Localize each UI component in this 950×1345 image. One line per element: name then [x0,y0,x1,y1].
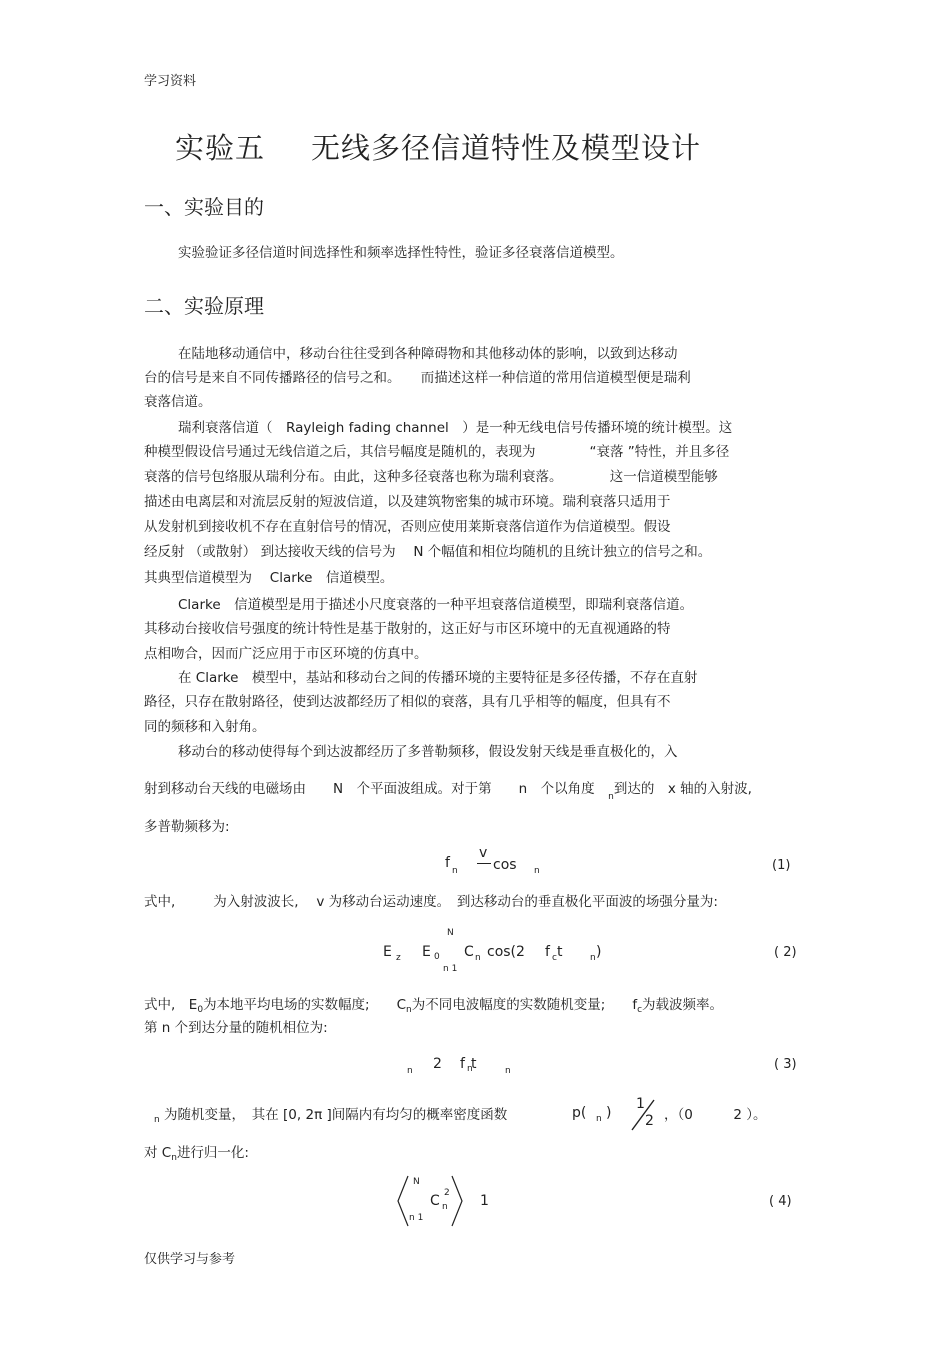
para-line: 在陆地移动通信中，移动台往往受到各种障碍物和其他移动体的影响，以致到达移动 [178,346,678,362]
para-line: 同的频移和入射角。 [144,719,266,735]
eq3b-one: 1 [636,1096,645,1112]
eq2-sub-c: c [552,953,557,963]
eq1-f: f [445,855,450,871]
para-line [144,1141,249,1167]
para-line: 从发射机到接收机不存在直射信号的情况，否则应使用莱斯衰落信道作为信道模型。假设 [144,519,671,535]
eq1-v: v [479,845,488,861]
eq2-fc: f [545,944,550,960]
para-line: 种模型假设信号通过无线信道之后，其信号幅度是随机的，表现为 “衰落 ”特性，并且多径 [144,444,730,460]
eq3-sub-n: n [407,1066,413,1076]
after-eq2-a: 式中, E [144,997,198,1013]
after-eq3-line2-a: 对 C [144,1145,172,1161]
eq2-sub-n2: n [590,953,596,963]
line-a-pre: 射到移动台天线的电磁场由 N 个平面波组成。对于第 n 个以角度 [144,781,609,797]
after-eq3-b: ，（0 2 ）。 [664,1107,767,1123]
sub-n: n [171,1153,177,1163]
eq1-sub-n: n [452,866,458,876]
eq4-sup-2: 2 [444,1188,450,1198]
sub-n: n [406,1005,412,1015]
section2-heading: 二、实验原理 [144,294,264,318]
after-eq1-a: 式中, [144,894,176,910]
eq3b-close: ) [606,1105,612,1121]
para-line: 在 Clarke 模型中，基站和移动台之间的传播环境的主要特征是多径传播，不存在直射 [178,670,698,686]
para-line: 描述由电离层和对流层反射的短波信道，以及建筑物密集的城市环境。瑞利衰落只适用于 [144,494,671,510]
para-line: 移动台的移动使得每个到达波都经历了多普勒频移，假设发射天线是垂直极化的，入 [178,744,678,760]
para-line: 点相吻合，因而广泛应用于市区环境的仿真中。 [144,646,428,662]
after-eq2-d: 为载波频率。 [642,997,724,1013]
eq3-sub-n3: n [505,1066,511,1076]
eq2-E: E [383,944,392,960]
line-a-post: 到达的 x 轴的入射波, [613,781,752,797]
para-line: 路径，只存在散射路径，使到达波都经历了相似的衰落，具有几乎相等的幅度，但具有不 [144,694,671,710]
para-line [144,777,752,803]
eq3b-sub-n: n [596,1114,602,1124]
eq3-sub-n2: n [467,1064,473,1074]
eq2-cos: cos(2 [487,944,525,960]
eq2-sub-n: n [475,953,481,963]
page-header: 学习资料 [144,74,197,89]
para-line: 衰落的信号包络服从瑞利分布。由此，这种多径衰落也称为瑞利衰落。 这一信道模型能够 [144,469,718,485]
sub-c: c [637,1005,643,1015]
eq3-two: 2 [433,1056,442,1072]
eq2-sub-0: 0 [434,952,440,962]
eq4-upper-N: N [413,1177,420,1187]
para-line [144,890,718,914]
eq1-number: (1) [772,858,791,873]
eq2-sub-z: z [396,953,401,963]
after-eq2-b: 为本地平均电场的实数幅度; C [203,997,407,1013]
eq3b-two: 2 [645,1113,654,1129]
para-line: 多普勒频移为: [144,819,230,835]
para-line: 衰落信道。 [144,394,212,410]
after-eq3-a: 为随机变量， 其在 [0, 2π ]间隔内有均匀的概率密度函数 [164,1107,508,1123]
after-eq1-b: 为入射波波长, v 为移动台运动速度。 到达移动台的垂直极化平面波的场强分量为: [213,894,718,910]
left-angle-bracket-icon [396,1175,410,1227]
title-part2: 无线多径信道特性及模型设计 [311,131,702,165]
para-line: Clarke 信道模型是用于描述小尺度衰落的一种平坦衰落信道模型，即瑞利衰落信道。 [178,597,694,613]
after-eq2-c: 为不同电波幅度的实数随机变量; f [411,997,638,1013]
eq2-number: ( 2) [774,945,797,960]
eq2-upper-N: N [447,928,454,938]
eq3b-p: p( [572,1105,587,1121]
page-footer: 仅供学习与参考 [144,1252,236,1267]
para-line: 其典型信道模型为 Clarke 信道模型。 [144,570,394,586]
title-part1: 实验五 [175,131,266,165]
para-line: 台的信号是来自不同传播路径的信号之和。 而描述这样一种信道的常用信道模型便是瑞利 [144,370,691,386]
eq4-lower-limit: n 1 [409,1213,424,1223]
document-title [175,126,701,167]
eq4-one: 1 [480,1193,489,1209]
sub-0: 0 [197,1005,204,1015]
para-line: 经反射 （或散射） 到达接收天线的信号为 N 个幅值和相位均随机的且统计独立的信号之和。 [144,544,712,560]
eq2-E0: E [422,944,431,960]
eq1-cos: cos [493,857,517,873]
eq2-lower-limit: n 1 [443,964,458,974]
eq3-number: ( 3) [774,1057,797,1072]
eq3-t: t [471,1056,477,1072]
eq2-t: t [557,944,563,960]
eq2-close: ) [596,944,602,960]
sub-n-lead: n [154,1115,160,1125]
eq2-C: C [464,944,474,960]
right-angle-bracket-icon [450,1175,464,1227]
eq4-sub-n: n [442,1202,448,1212]
section1-text: 实验验证多径信道时间选择性和频率选择性特性，验证多径衰落信道模型。 [178,245,624,261]
para-line: 第 n 个到达分量的随机相位为: [144,1020,328,1036]
eq4-C: C [430,1193,440,1209]
eq3-f: f [460,1056,465,1072]
eq1-fraction-bar [477,863,491,864]
after-eq3-line2-b: 进行归一化: [176,1145,249,1161]
subscript-n: n [608,792,614,802]
para-line: 瑞利衰落信道（ Rayleigh fading channel ）是一种无线电信号传播环境的统计模型。这 [178,420,733,436]
eq1-sub-n2: n [534,866,540,876]
section1-heading: 一、实验目的 [144,195,264,219]
eq4-number: ( 4) [769,1194,792,1209]
para-line: 其移动台接收信号强度的统计特性是基于散射的，这正好与市区环境中的无直视通路的特 [144,621,671,637]
